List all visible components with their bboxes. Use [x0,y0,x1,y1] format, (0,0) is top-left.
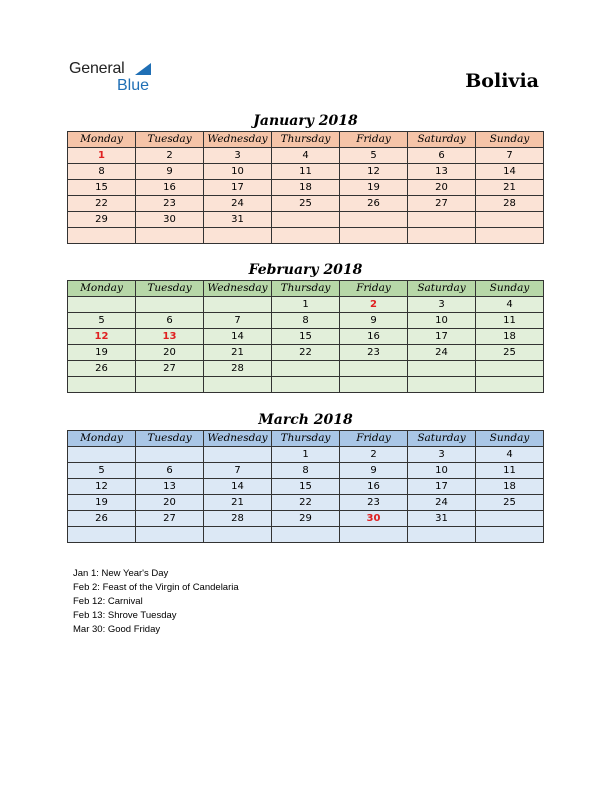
empty-day-cell [340,361,408,377]
day-cell: 7 [204,313,272,329]
empty-day-cell [272,527,340,543]
day-cell: 25 [476,495,544,511]
weekday-wednesday: Wednesday [204,431,272,447]
day-cell: 25 [476,345,544,361]
day-cell: 1 [272,297,340,313]
day-cell: 22 [272,345,340,361]
weekday-thursday: Thursday [272,281,340,297]
empty-day-cell [408,361,476,377]
day-cell: 12 [68,479,136,495]
day-cell: 26 [68,511,136,527]
day-cell: 15 [272,329,340,345]
day-cell: 6 [408,148,476,164]
holiday-item: Mar 30: Good Friday [73,624,161,635]
holiday-item: Jan 1: New Year's Day [73,568,169,579]
day-cell: 10 [408,463,476,479]
day-cell: 20 [136,345,204,361]
day-cell: 28 [476,196,544,212]
weekday-thursday: Thursday [272,132,340,148]
day-cell: 17 [408,479,476,495]
day-cell: 15 [272,479,340,495]
weekday-friday: Friday [340,132,408,148]
empty-day-cell [272,361,340,377]
month-january [67,111,544,244]
day-cell: 11 [476,313,544,329]
day-cell: 28 [204,361,272,377]
weekday-sunday: Sunday [476,281,544,297]
weekday-header-row [68,431,544,447]
day-cell: 3 [408,447,476,463]
day-cell: 27 [408,196,476,212]
day-cell: 8 [68,164,136,180]
day-cell: 19 [68,495,136,511]
day-cell: 16 [340,329,408,345]
month-march [67,410,544,543]
day-cell: 29 [68,212,136,228]
weekday-wednesday: Wednesday [204,281,272,297]
empty-day-cell [136,228,204,244]
day-cell: 6 [136,463,204,479]
week-row [68,527,544,543]
holiday-item: Feb 12: Carnival [73,596,143,607]
day-cell: 10 [204,164,272,180]
day-cell: 24 [408,495,476,511]
weekday-friday: Friday [340,431,408,447]
weekday-tuesday: Tuesday [136,281,204,297]
day-cell: 21 [476,180,544,196]
brand-name-blue: Blue [117,77,150,94]
day-cell: 10 [408,313,476,329]
empty-day-cell [408,527,476,543]
day-cell: 8 [272,313,340,329]
holiday-list [73,567,239,637]
day-cell: 21 [204,495,272,511]
day-cell: 15 [68,180,136,196]
empty-day-cell [340,212,408,228]
day-cell: 30 [340,511,408,527]
country-title: Bolivia [465,70,539,92]
day-cell: 9 [340,313,408,329]
weekday-friday: Friday [340,281,408,297]
weekday-saturday: Saturday [408,281,476,297]
day-cell: 5 [68,463,136,479]
empty-day-cell [68,228,136,244]
day-cell: 2 [136,148,204,164]
empty-day-cell [136,527,204,543]
holiday-item: Feb 2: Feast of the Virgin of Candelaria [73,582,239,593]
day-cell: 17 [204,180,272,196]
weekday-tuesday: Tuesday [136,132,204,148]
day-cell: 1 [272,447,340,463]
holiday-item: Feb 13: Shrove Tuesday [73,610,177,621]
day-cell: 19 [340,180,408,196]
weekday-monday: Monday [68,281,136,297]
day-cell: 13 [136,329,204,345]
month-title: February 2018 [248,262,363,278]
day-cell: 9 [136,164,204,180]
weekday-sunday: Sunday [476,132,544,148]
weekday-monday: Monday [68,431,136,447]
empty-day-cell [204,377,272,393]
day-cell: 27 [136,361,204,377]
weekday-sunday: Sunday [476,431,544,447]
week-row [68,148,544,164]
empty-day-cell [340,377,408,393]
empty-day-cell [136,297,204,313]
day-cell: 26 [68,361,136,377]
day-cell: 29 [272,511,340,527]
day-cell: 3 [408,297,476,313]
day-cell: 1 [68,148,136,164]
week-row [68,164,544,180]
day-cell: 24 [408,345,476,361]
day-cell: 13 [408,164,476,180]
month-title: March 2018 [258,412,353,428]
brand-name-general: General [69,60,125,77]
day-cell: 2 [340,447,408,463]
weekday-header-row [68,281,544,297]
empty-day-cell [68,297,136,313]
day-cell: 30 [136,212,204,228]
week-row [68,479,544,495]
day-cell: 7 [204,463,272,479]
day-cell: 18 [476,329,544,345]
empty-day-cell [476,361,544,377]
day-cell: 6 [136,313,204,329]
empty-day-cell [272,228,340,244]
weekday-header-row [68,132,544,148]
week-row [68,313,544,329]
day-cell: 4 [476,297,544,313]
empty-day-cell [340,228,408,244]
empty-day-cell [204,297,272,313]
empty-day-cell [408,212,476,228]
day-cell: 23 [340,345,408,361]
day-cell: 20 [136,495,204,511]
day-cell: 21 [204,345,272,361]
weekday-wednesday: Wednesday [204,132,272,148]
empty-day-cell [476,212,544,228]
day-cell: 4 [476,447,544,463]
day-cell: 12 [68,329,136,345]
day-cell: 19 [68,345,136,361]
day-cell: 26 [340,196,408,212]
empty-day-cell [272,212,340,228]
day-cell: 17 [408,329,476,345]
day-cell: 16 [136,180,204,196]
day-cell: 11 [272,164,340,180]
day-cell: 18 [476,479,544,495]
empty-day-cell [136,447,204,463]
weekday-monday: Monday [68,132,136,148]
week-row [68,212,544,228]
empty-day-cell [476,228,544,244]
day-cell: 14 [476,164,544,180]
day-cell: 23 [340,495,408,511]
week-row [68,329,544,345]
empty-day-cell [476,511,544,527]
weekday-saturday: Saturday [408,431,476,447]
day-cell: 4 [272,148,340,164]
week-row [68,495,544,511]
day-cell: 27 [136,511,204,527]
week-row [68,345,544,361]
brand-triangle-icon [135,63,151,75]
weekday-saturday: Saturday [408,132,476,148]
day-cell: 7 [476,148,544,164]
week-row [68,196,544,212]
calendar-table [67,280,544,393]
week-row [68,180,544,196]
weekday-thursday: Thursday [272,431,340,447]
week-row [68,361,544,377]
calendar-table [67,131,544,244]
month-february [67,260,544,393]
day-cell: 22 [272,495,340,511]
day-cell: 5 [68,313,136,329]
week-row [68,297,544,313]
day-cell: 20 [408,180,476,196]
brand-logo [69,60,169,96]
day-cell: 13 [136,479,204,495]
empty-day-cell [408,377,476,393]
day-cell: 3 [204,148,272,164]
day-cell: 22 [68,196,136,212]
day-cell: 5 [340,148,408,164]
empty-day-cell [136,377,204,393]
day-cell: 25 [272,196,340,212]
empty-day-cell [272,377,340,393]
empty-day-cell [204,447,272,463]
week-row [68,463,544,479]
weekday-tuesday: Tuesday [136,431,204,447]
day-cell: 14 [204,479,272,495]
day-cell: 9 [340,463,408,479]
day-cell: 8 [272,463,340,479]
day-cell: 12 [340,164,408,180]
day-cell: 28 [204,511,272,527]
day-cell: 11 [476,463,544,479]
day-cell: 14 [204,329,272,345]
calendar-table [67,430,544,543]
day-cell: 16 [340,479,408,495]
week-row [68,511,544,527]
week-row [68,447,544,463]
empty-day-cell [204,228,272,244]
day-cell: 31 [204,212,272,228]
empty-day-cell [204,527,272,543]
day-cell: 31 [408,511,476,527]
day-cell: 18 [272,180,340,196]
day-cell: 23 [136,196,204,212]
empty-day-cell [476,377,544,393]
day-cell: 24 [204,196,272,212]
empty-day-cell [340,527,408,543]
month-title: January 2018 [253,113,358,129]
week-row [68,228,544,244]
empty-day-cell [476,527,544,543]
week-row [68,377,544,393]
day-cell: 2 [340,297,408,313]
empty-day-cell [68,447,136,463]
empty-day-cell [68,527,136,543]
empty-day-cell [68,377,136,393]
empty-day-cell [408,228,476,244]
